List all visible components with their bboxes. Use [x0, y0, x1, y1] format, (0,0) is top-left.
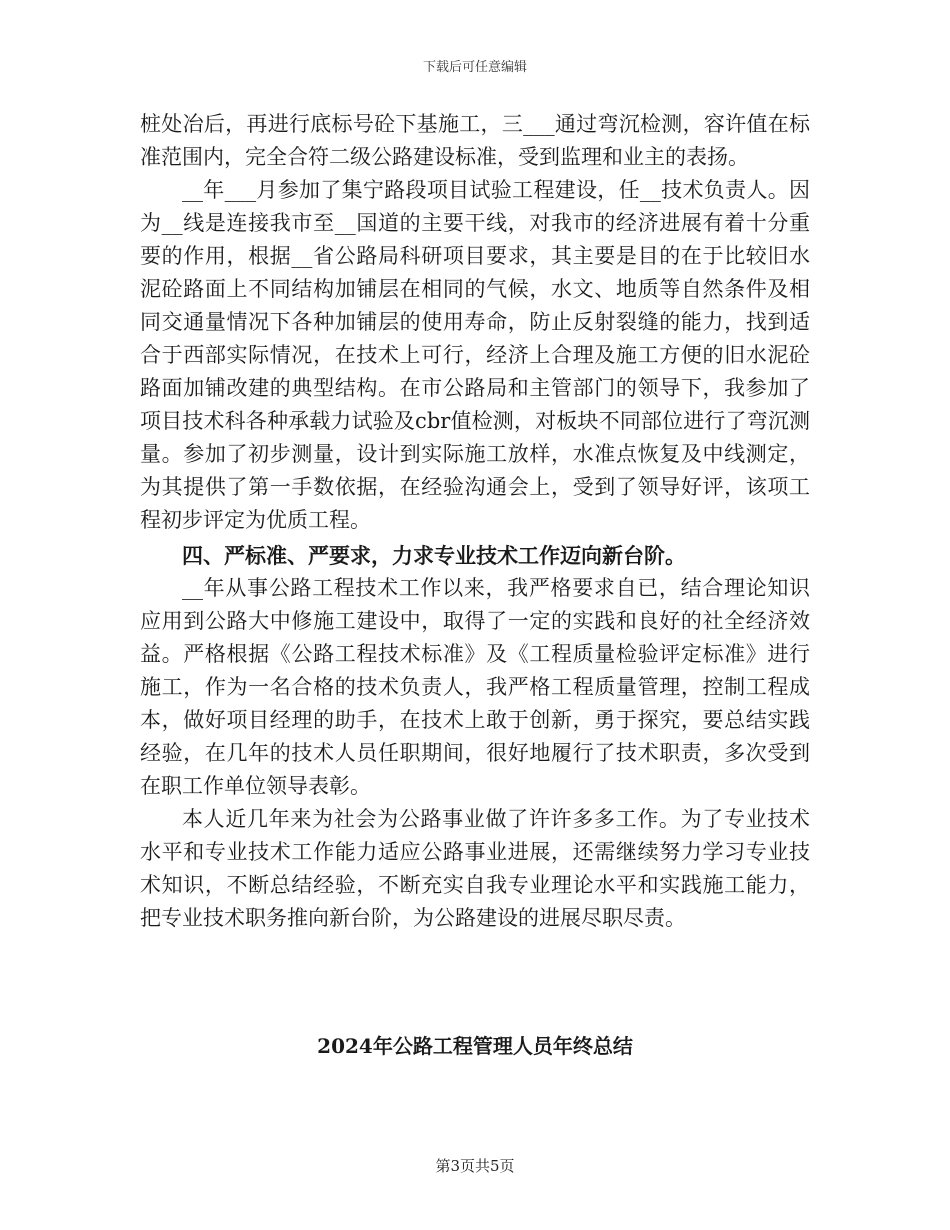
paragraph: 桩处冶后，再进行底标号砼下基施工，三___通过弯沉检测，容许值在标准范围内，完全合符二级公路建设标准，受到监理和业主的表扬。: [140, 112, 810, 169]
paragraph: __年从事公路工程技术工作以来，我严格要求自已，结合理论知识应用到公路大中修施工建设中，取得了一定的实践和良好的社全经济效益。严格根据《公路工程技术标准》及《工程质量检验评定标准》进行施工，作为一名合格的技术负责人，我严格工程质量管理，控制工程成本，做好项目经理的助手，在技术上敢于创新，勇于探究，要总结实践经验，在几年的技术人员任职期间，很好地履行了技术职责，多次受到在职工作单位领导表彰。: [140, 576, 810, 798]
page-header: 下载后可任意编辑: [422, 60, 527, 75]
document-title: 2024年公路工程管理人员年终总结: [317, 1034, 633, 1058]
paragraph: __年___月参加了集宁路段项目试验工程建设，任__技术负责人。因为__线是连接我市至__国道的主要干线，对我市的经济进展有着十分重要的作用，根据__省公路局科研项目要求，其主要是目的在于比较旧水泥砼路面上不同结构加铺层在相同的气候，水文、地质等自然条件及相同交通量情况下各种加铺层的使用寿命，防止反射裂缝的能力，找到适合于西部实际情况，在技术上可行，经济上合理及施工方便的旧水泥砼路面加铺改建的典型结构。在市公路局和主管部门的领导下，我参加了项目技术科各种承载力试验及cbr值检测，对板块不同部位进行了弯沉测量。参加了初步测量，设计到实际施工放样，水准点恢复及中线测定，为其提供了第一手数依据，在经验沟通会上，受到了领导好评，该项工程初步评定为优质工程。: [140, 178, 810, 532]
page-number-footer: 第3页共5页: [435, 1157, 515, 1175]
section-heading: 四、严标准、严要求，力求专业技术工作迈向新台阶。: [182, 543, 686, 568]
document-body: [140, 108, 810, 935]
paragraph: 本人近几年来为社会为公路事业做了许许多多工作。为了专业技术水平和专业技术工作能力适应公路事业进展，还需继续努力学习专业技术知识，不断总结经验，不断充实自我专业理论水平和实践施工能力，把专业技术职务推向新台阶，为公路建设的进展尽职尽责。: [140, 807, 810, 930]
